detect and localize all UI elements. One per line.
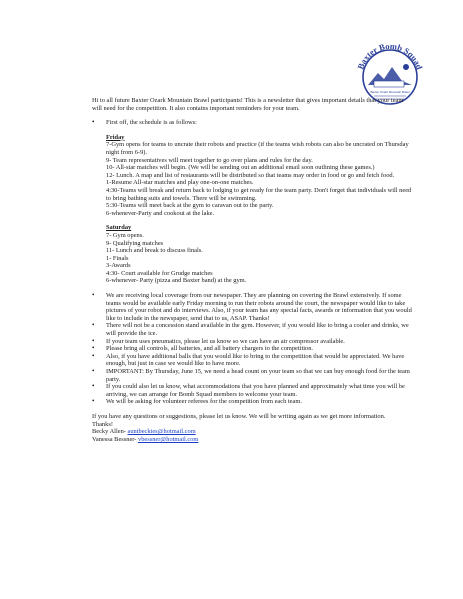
email-link-becky[interactable]: auntbeckies@hotmail.com xyxy=(127,428,196,436)
reminders-list xyxy=(92,292,412,406)
list-item: • If you could also let us know, what accommodations that you have planned and approximately what time you will be arriving, we can arrange for Bomb Squad members to welcome your team. xyxy=(92,382,405,398)
schedule-item: 12- Lunch. A map and list of restaurants will be distributed so that teams may order in food or go and fetch food. xyxy=(106,171,395,179)
thanks-line: Thanks! xyxy=(92,420,113,428)
list-item: • There will not be a concession stand available in the gym. However, if you would like to bring a cooler and drinks, we will provide the ice. xyxy=(92,321,409,338)
list-item: • Also, if you have additional balls that you would like to bring to the competition that would be appreciated. We have enough, but just in case we would like to have more. xyxy=(92,351,405,368)
bullet-icon: • xyxy=(92,321,95,330)
bullet-icon: • xyxy=(92,367,95,375)
logo-subtext: Baxter Ozark Mountain Brawl xyxy=(370,90,410,94)
schedule-item: 7- Gym opens. xyxy=(106,231,144,239)
bullet-icon: • xyxy=(92,382,95,391)
logo-arc-text: Baxter Bomb Squad xyxy=(355,40,425,71)
schedule-item: 4:30-Teams will break and return back to lodging to get ready for the team party. Don't forget that individuals will need to bring bathing suits and towels. There will be swimming. xyxy=(106,186,412,202)
list-item: • If your team uses pneumatics, please let us know so we can have an air compressor available. xyxy=(92,336,345,345)
schedule-item: 1-Resume All-star matches and play one-on-one matches. xyxy=(106,179,254,187)
saturday-heading: Saturday xyxy=(106,224,132,232)
contact-vanessa xyxy=(92,436,412,444)
list-item: • We will be asking for volunteer referees for the competition from each team. xyxy=(92,397,302,406)
list-item: • Please bring all controls, all batteries, and all battery chargers to the competition. xyxy=(92,344,313,353)
schedule-item: 4:30- Court available for Grudge matches xyxy=(106,269,213,277)
contact-becky xyxy=(92,428,412,436)
schedule-item: 9- Qualifying matches xyxy=(106,239,164,247)
bullet-icon: • xyxy=(92,351,95,360)
email-link-vanessa[interactable]: vbessner@hotmail.com xyxy=(138,435,199,443)
bullet-icon: • xyxy=(92,397,95,406)
schedule-item: 5:30-Teams will meet back at the gym to caravan out to the party. xyxy=(106,202,274,210)
schedule-intro: • First off, the schedule is as follows: xyxy=(92,118,197,127)
schedule-item: 6-whenever- Party (pizza and Baxter band) at the gym. xyxy=(106,277,247,285)
closing-paragraph: If you have any questions or suggestions, please let us know. We will be writing again as we get more information. xyxy=(92,412,386,420)
schedule-item: 11- Lunch and break to discuss finals. xyxy=(106,247,203,255)
list-item: • We are receiving local coverage from our newspaper. They are planning on covering the Brawl extensively. If some teams would be available early Friday morning to run their robots around the court, the newspaper would like to take pictures of your robot and do interviews. Also, if your team has any special facts, awards or information that you would like to include in the newspaper, send that to us, ASAP. Thanks! xyxy=(92,291,412,322)
schedule-item: 6-whenever-Party and cookout at the lake. xyxy=(106,209,215,217)
bullet-icon: • xyxy=(92,118,95,127)
bullet-icon: • xyxy=(92,344,95,353)
contact-name: Becky Allen- xyxy=(92,428,128,436)
schedule-item: 1- Finals xyxy=(106,254,129,262)
contact-name: Vanessa Bessner- xyxy=(92,435,139,443)
intro-paragraph: Hi to all future Baxter Ozark Mountain Brawl participants! This is a newsletter that gives important details that your team will need for the competition. It also contains important reminders for your team. xyxy=(92,97,404,112)
list-item: • IMPORTANT: By Thursday, June 15, we need a head count on your team so that we can buy enough food for the team party. xyxy=(92,367,410,383)
schedule-item: 3-Awards xyxy=(106,262,131,270)
newsletter-body xyxy=(92,97,412,443)
friday-schedule xyxy=(92,134,412,218)
bullet-icon: • xyxy=(92,291,95,300)
schedule-item: 9- Team representatives will meet together to go over plans and rules for the day. xyxy=(106,156,313,164)
friday-heading: Friday xyxy=(106,133,125,141)
bullet-icon: • xyxy=(92,336,95,345)
schedule-item: 7-Gym opens for teams to uncrate their robots and practice (if the teams wish robots can also be uncrated on Thursday night from 6-9). xyxy=(106,141,409,156)
schedule-item: 10- All-star matches will begin. (We will be sending out an additional email soon outlining these games.) xyxy=(106,164,375,172)
saturday-schedule xyxy=(92,224,412,285)
